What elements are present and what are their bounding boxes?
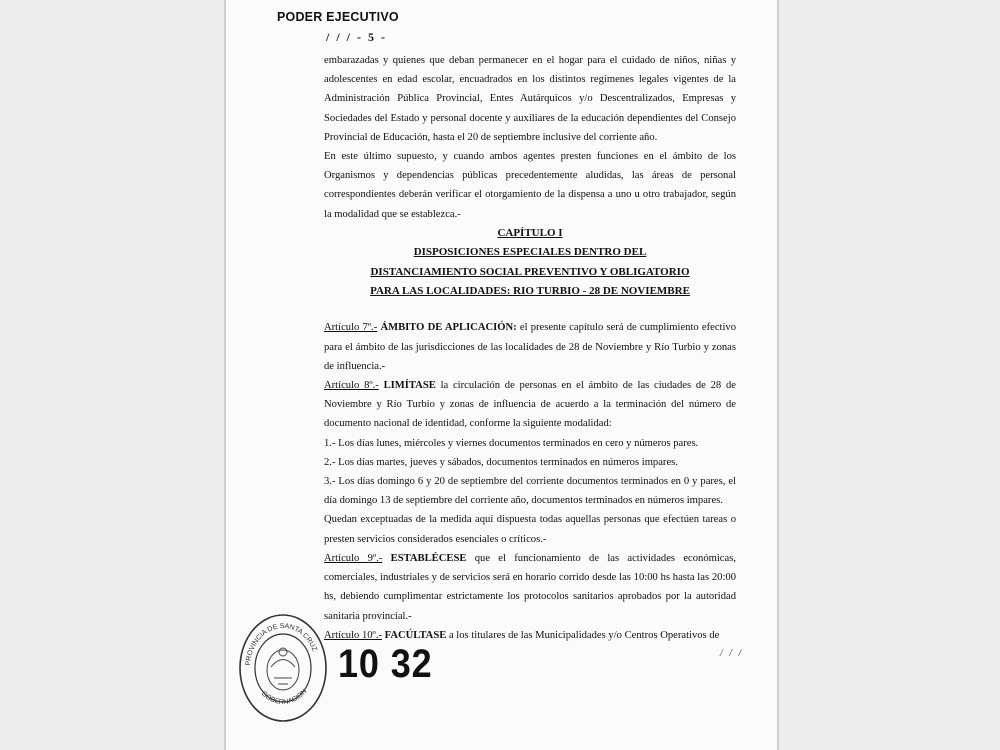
chapter-heading bbox=[324, 224, 736, 302]
stamp-bottom-text: GOBERNACION bbox=[259, 688, 309, 707]
svg-text:GOBERNACION bbox=[260, 688, 309, 706]
article-label: Artículo 8º.- bbox=[324, 380, 379, 392]
article-text: la circulación de personas en el ámbito de las ciudades de 28 de Noviembre y Río Turbio y zonas de influencia de acuerdo a la terminación del número de documento nacional de identidad, conforme la siguiente modalidad: bbox=[324, 380, 736, 430]
article-label: Artículo 7º.- bbox=[324, 322, 378, 334]
article-9 bbox=[324, 549, 736, 626]
stamp-top-text: PROVINCIA DE SANTA CRUZ bbox=[245, 622, 318, 666]
list-item: 3.- Los días domingo 6 y 20 de septiembre del corriente documentos terminados en 0 y pares, el día domingo 13 de septiembre del corriente año, documentos terminados en números impares. bbox=[324, 476, 736, 507]
paragraph: En este último supuesto, y cuando ambos agentes presten funciones en el ámbito de los Organismos y dependencias públicas precedentemente aludidas, las áreas de personal correspondientes deberán verificar el otorgamiento de la dispensa a uno u otro trabajador, según la modalidad que se establezca.- bbox=[324, 151, 736, 220]
chapter-line: DISTANCIAMIENTO SOCIAL PREVENTIVO Y OBLIGATORIO bbox=[370, 265, 690, 278]
page-number: / / / - 5 - bbox=[326, 30, 387, 44]
list-item: 1.- Los días lunes, miércoles y viernes documentos terminados en cero y números pares. bbox=[324, 437, 699, 449]
list-item: 2.- Los días martes, jueves y sábados, documentos terminados en números impares. bbox=[324, 456, 678, 468]
article-heading: ESTABLÉCESE bbox=[390, 552, 467, 564]
article-text: que el funcionamiento de las actividades económicas, comerciales, industriales y de servicios será en horario corrido desde las 10:00 hs hasta las 20:00 hs, debiendo cumplimentar estrictamente los protocolos sanitarios aprobados por la autoridad sanitaria provincial.- bbox=[324, 552, 736, 622]
document-page bbox=[224, 0, 779, 750]
exception-paragraph: Quedan exceptuadas de la medida aquí dispuesta todas aquellas personas que efectúen tareas o presten servicios considerados esenciales o críticos.- bbox=[324, 514, 736, 545]
article-text: a los titulares de las Municipalidades y/o Centros Operativos de bbox=[448, 629, 720, 641]
article-8 bbox=[324, 376, 736, 434]
article-7 bbox=[324, 318, 736, 376]
official-seal-icon bbox=[238, 612, 328, 724]
article-heading: FACÚLTASE bbox=[384, 629, 447, 641]
article-heading: LIMÍTASE bbox=[383, 380, 436, 392]
chapter-title: CAPÍTULO I bbox=[497, 226, 563, 239]
article-text: el presente capítulo será de cumplimiento efectivo para el ámbito de las jurisdicciones de las localidades de 28 de Noviembre y Río Turbio y zonas de influencia.- bbox=[324, 322, 737, 372]
document-body bbox=[324, 51, 736, 645]
article-label: Artículo 10º.- bbox=[324, 629, 383, 641]
article-label: Artículo 9º.- bbox=[324, 552, 383, 564]
paragraph: embarazadas y quienes que deban permanecer en el hogar para el cuidado de niños, niñas y adolescentes en edad escolar, encuadrados en los distintos regímenes legales vigentes de la Administración Pública Provincial, Entes Autárquicos y/o Descentralizados, Empresas y Sociedades del Estado y personal docente y auxiliares de la educación dependientes del Consejo Provincial de Educación, hasta el 20 de septiembre inclusive del corriente año. bbox=[324, 55, 736, 143]
chapter-line: PARA LAS LOCALIDADES: RIO TURBIO - 28 DE NOVIEMBRE bbox=[370, 285, 690, 298]
decree-number: 10 32 bbox=[338, 642, 433, 686]
continuation-mark: / / / bbox=[720, 648, 744, 659]
chapter-line: DISPOSICIONES ESPECIALES DENTRO DEL bbox=[413, 246, 647, 259]
article-heading: ÁMBITO DE APLICACIÓN: bbox=[380, 322, 517, 334]
page-header-title: PODER EJECUTIVO bbox=[277, 10, 399, 24]
